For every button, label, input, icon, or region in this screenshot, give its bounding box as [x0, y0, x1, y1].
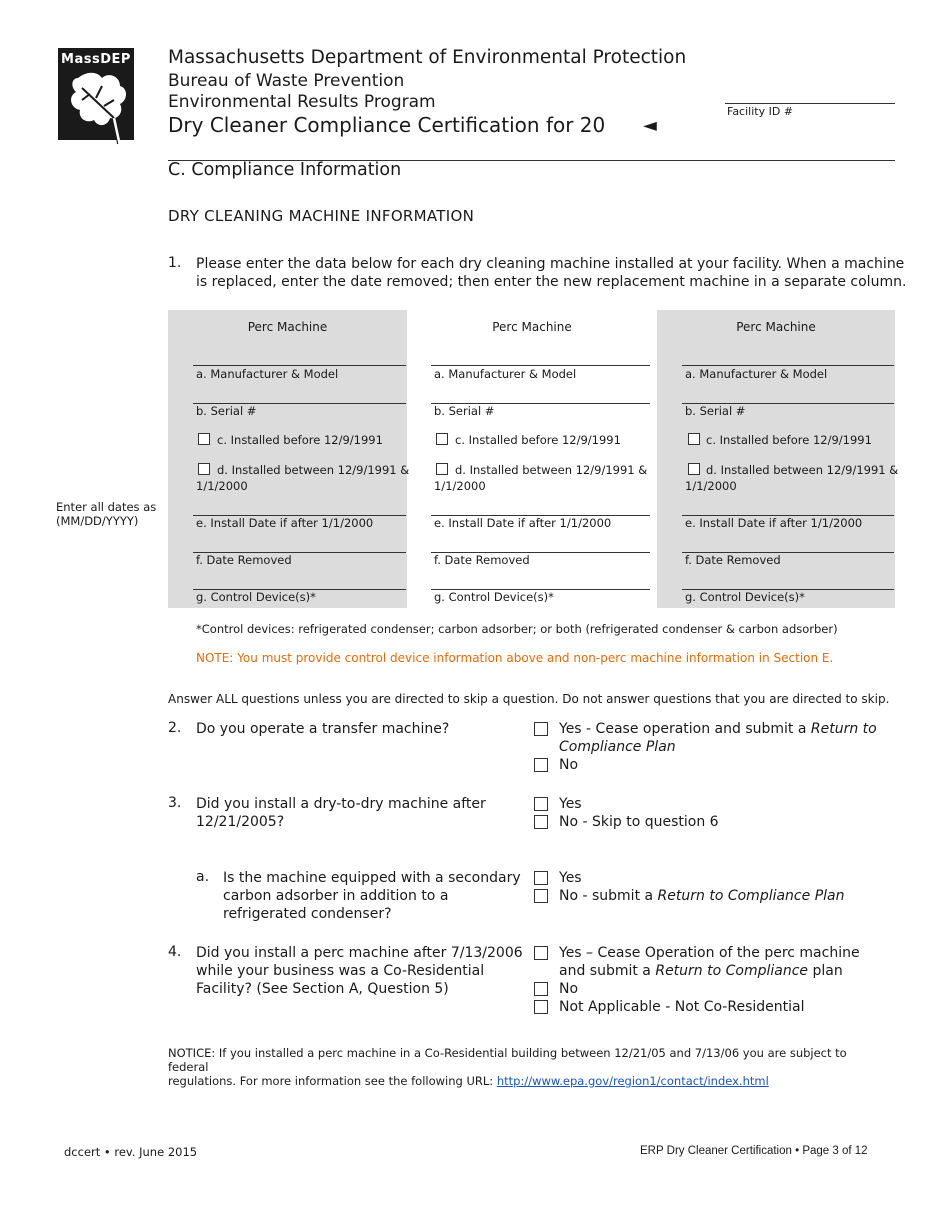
q4-text-line3: Facility? (See Section A, Question 5): [196, 981, 449, 997]
m2-installed-before-checkbox[interactable]: [436, 433, 448, 445]
q4-yes-label: Yes – Cease Operation of the perc machine: [559, 945, 860, 961]
q3a-text-line3: refrigerated condenser?: [223, 906, 392, 922]
q1-number: 1.: [168, 255, 182, 271]
massdep-logo: [58, 48, 134, 140]
m1-date-removed-label: f. Date Removed: [196, 553, 292, 567]
q4-no-checkbox[interactable]: [534, 982, 548, 996]
m2-install-date-label: e. Install Date if after 1/1/2000: [434, 516, 612, 530]
q4-yes-label-2: and submit a Return to Compliance plan: [559, 963, 843, 979]
m2-installed-before-label: c. Installed before 12/9/1991: [455, 433, 621, 447]
federal-notice: [168, 1046, 888, 1088]
m2-manufacturer-label: a. Manufacturer & Model: [434, 367, 577, 381]
m3-install-date-label: e. Install Date if after 1/1/2000: [685, 516, 863, 530]
q4-yes-checkbox[interactable]: [534, 946, 548, 960]
section-subtitle: DRY CLEANING MACHINE INFORMATION: [168, 207, 475, 225]
q2-no-label: No: [559, 757, 579, 773]
q3a-no-checkbox[interactable]: [534, 889, 548, 903]
left-arrow-icon: ◄: [643, 115, 657, 136]
q3-text-line1: Did you install a dry-to-dry machine after: [196, 796, 486, 812]
dates-note-line1: Enter all dates as: [56, 500, 157, 514]
m3-installed-between-label-2: 1/1/2000: [685, 479, 737, 493]
form-title: Dry Cleaner Compliance Certification for 20: [168, 113, 606, 137]
q1-text-line1: Please enter the data below for each dry cleaning machine installed at your facility. When a machine: [196, 256, 905, 272]
epa-url-link[interactable]: http://www.epa.gov/region1/contact/index.html: [496, 1074, 769, 1088]
m2-serial-label: b. Serial #: [434, 404, 495, 418]
m1-manufacturer-input[interactable]: [193, 365, 406, 366]
machine-3-heading: Perc Machine: [736, 320, 816, 334]
q4-number: 4.: [168, 944, 182, 960]
m2-installed-between-checkbox[interactable]: [436, 463, 448, 475]
control-devices-note: *Control devices: refrigerated condenser; carbon adsorber; or both (refrigerated condenser & carbon adsorber): [196, 622, 838, 636]
q3a-text-line2: carbon adsorber in addition to a: [223, 888, 449, 904]
m1-installed-between-checkbox[interactable]: [198, 463, 210, 475]
q2-yes-checkbox[interactable]: [534, 722, 548, 736]
m3-date-removed-label: f. Date Removed: [685, 553, 781, 567]
dates-format-note: [56, 500, 156, 528]
m3-control-device-label: g. Control Device(s)*: [685, 590, 805, 604]
q3a-text-line1: Is the machine equipped with a secondary: [223, 870, 521, 886]
m1-installed-before-label: c. Installed before 12/9/1991: [217, 433, 383, 447]
q3a-no-label: No - submit a Return to Compliance Plan: [559, 888, 845, 904]
m1-install-date-label: e. Install Date if after 1/1/2000: [196, 516, 374, 530]
facility-id-field[interactable]: [725, 103, 895, 104]
q2-text: Do you operate a transfer machine?: [196, 721, 450, 737]
q4-na-checkbox[interactable]: [534, 1000, 548, 1014]
m1-installed-before-checkbox[interactable]: [198, 433, 210, 445]
m3-installed-before-label: c. Installed before 12/9/1991: [706, 433, 872, 447]
m3-installed-between-checkbox[interactable]: [688, 463, 700, 475]
notice-line1: NOTICE: If you installed a perc machine in a Co-Residential building between 12/21/05 and 7/13/06 you are subject to federal: [168, 1046, 847, 1074]
m3-manufacturer-label: a. Manufacturer & Model: [685, 367, 828, 381]
m3-serial-label: b. Serial #: [685, 404, 746, 418]
footer-page-info: ERP Dry Cleaner Certification • Page 3 of 12: [640, 1145, 868, 1157]
q4-no-label: No: [559, 981, 579, 997]
program-name: Environmental Results Program: [168, 92, 436, 112]
q4-text-line1: Did you install a perc machine after 7/13/2006: [196, 945, 523, 961]
q3-no-label: No - Skip to question 6: [559, 814, 719, 830]
q3a-number: a.: [196, 869, 210, 885]
logo-text: MassDEP: [61, 52, 131, 67]
q3-no-checkbox[interactable]: [534, 815, 548, 829]
footer-left: dccert • rev. June 2015: [64, 1145, 198, 1159]
machine-1-heading: Perc Machine: [247, 320, 328, 334]
m2-date-removed-label: f. Date Removed: [434, 553, 530, 567]
q2-yes-label: Yes - Cease operation and submit a Return to: [559, 721, 877, 737]
m1-control-device-label: g. Control Device(s)*: [196, 590, 316, 604]
q3-text-line2: 12/21/2005?: [196, 814, 285, 830]
m2-installed-between-label-2: 1/1/2000: [434, 479, 486, 493]
q4-text-line2: while your business was a Co-Residential: [196, 963, 485, 979]
q2-number: 2.: [168, 720, 182, 736]
q3-yes-checkbox[interactable]: [534, 797, 548, 811]
m3-installed-before-checkbox[interactable]: [688, 433, 700, 445]
q2-yes-label-2: Compliance Plan: [559, 739, 676, 755]
q3-yes-label: Yes: [559, 796, 582, 812]
m2-manufacturer-input[interactable]: [431, 365, 650, 366]
agency-name: Massachusetts Department of Environmental Protection: [168, 47, 687, 68]
m1-installed-between-label: d. Installed between 12/9/1991 &: [217, 463, 410, 477]
m3-installed-between-label: d. Installed between 12/9/1991 &: [706, 463, 899, 477]
machine-2-heading: Perc Machine: [492, 320, 572, 334]
q3-number: 3.: [168, 795, 182, 811]
facility-id-label: Facility ID #: [727, 105, 794, 118]
answer-all-instruction: Answer ALL questions unless you are directed to skip a question. Do not answer questions that you are directed to skip.: [168, 692, 890, 706]
notice-line2: regulations. For more information see the following URL: http://www.epa.gov/region1/contact/index.html: [168, 1074, 769, 1088]
dates-note-line2: (MM/DD/YYYY): [56, 514, 139, 528]
q3a-yes-label: Yes: [559, 870, 582, 886]
orange-note: NOTE: You must provide control device information above and non-perc machine information in Section E.: [196, 651, 834, 665]
section-title: C. Compliance Information: [168, 160, 402, 180]
m2-installed-between-label: d. Installed between 12/9/1991 &: [455, 463, 648, 477]
m3-manufacturer-input[interactable]: [682, 365, 894, 366]
q1-text-line2: is replaced, enter the date removed; then enter the new replacement machine in a separate column.: [196, 274, 907, 290]
m1-manufacturer-label: a. Manufacturer & Model: [196, 367, 339, 381]
m2-control-device-label: g. Control Device(s)*: [434, 590, 554, 604]
q3a-yes-checkbox[interactable]: [534, 871, 548, 885]
m1-installed-between-label-2: 1/1/2000: [196, 479, 248, 493]
m1-serial-label: b. Serial #: [196, 404, 257, 418]
q2-no-checkbox[interactable]: [534, 758, 548, 772]
bureau-name: Bureau of Waste Prevention: [168, 71, 405, 91]
q4-na-label: Not Applicable - Not Co-Residential: [559, 999, 805, 1015]
